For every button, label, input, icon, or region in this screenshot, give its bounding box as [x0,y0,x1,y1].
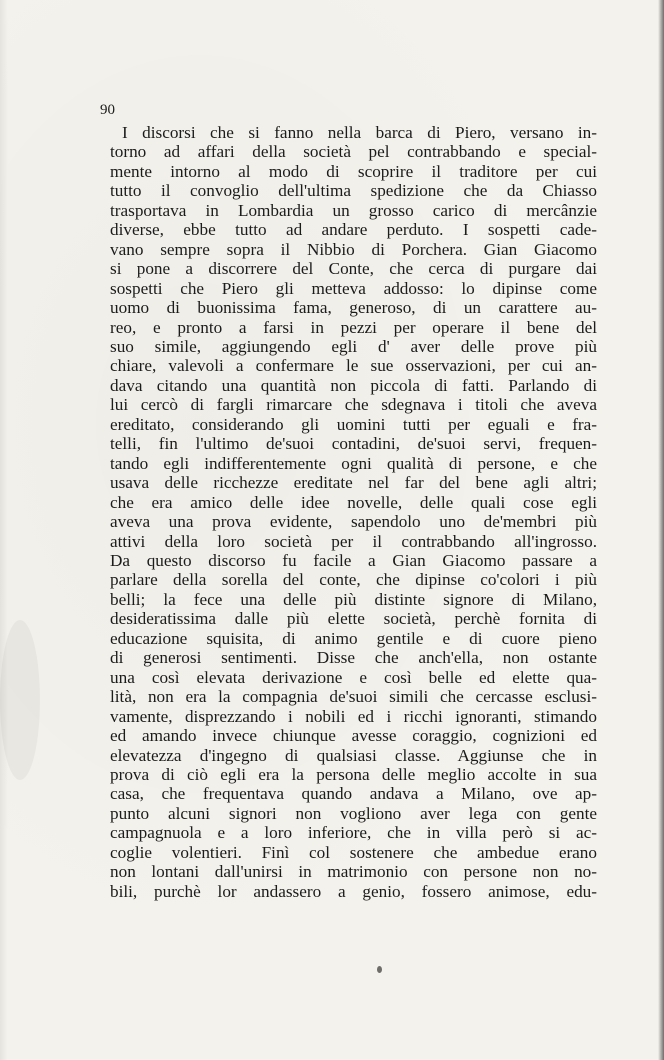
text-line: casa, che frequentava quando andava a Milano, ove ap- [110,784,597,804]
text-line: si pone a discorrere del Conte, che cerca di purgare dai [110,259,597,279]
text-line: dava citando una quantità non piccola di fatti. Parlando di [110,375,597,395]
text-line: coglie volentieri. Finì col sostenere che ambedue erano [110,842,597,862]
text-line: aveva una prova evidente, sapendolo uno de'membri più [110,512,597,532]
text-line: attivi della loro società per il contrabbando all'ingrosso. [110,531,597,551]
text-line: I discorsi che si fanno nella barca di Piero, versano in- [122,123,597,142]
text-line: sospetti che Piero gli metteva addosso: lo dipinse come [110,278,597,298]
text-line: Da questo discorso fu facile a Gian Giacomo passare a [110,550,597,570]
text-line: trasportava in Lombardia un grosso carico di mercânzie [110,200,597,220]
text-line: vamente, disprezzando i nobili ed i ricchi ignoranti, stimando [110,706,597,726]
text-line: uomo di buonissima fama, generoso, di un carattere au- [110,298,597,318]
text-line: di generosi sentimenti. Disse che anch'ella, non ostante [110,648,597,668]
text-line: parlare della sorella del conte, che dipinse co'colori i più [110,570,597,590]
ink-speck [377,966,382,973]
text-line: che era amico delle idee novelle, delle quali cose egli [110,492,597,512]
text-line: lui cercò di fargli rimarcare che sdegnava i titoli che aveva [110,395,597,415]
text-line: mente intorno al modo di scoprire il traditore per cui [110,161,597,181]
text-line: desideratissima dalle più elette società, perchè fornita di [110,609,597,629]
text-line: vano sempre sopra il Nibbio di Porchera. Gian Giacomo [110,239,597,259]
page-edge-shadow [658,0,664,1060]
text-line: punto alcuni signori non vogliono aver lega con gente [110,803,597,823]
text-line: lità, non era la compagnia de'suoi simili che cercasse esclusi- [110,687,597,707]
text-line: tutto il convoglio dell'ultima spedizione che da Chiasso [110,181,597,201]
paper-stain [0,620,40,780]
text-line: bili, purchè lor andassero a genio, fossero animose, edu- [110,881,597,901]
text-line: una così elevata derivazione e così belle ed elette qua- [110,667,597,687]
text-line: ereditato, considerando gli uomini tutti per eguali e fra- [110,414,597,434]
text-line: torno ad affari della società pel contrabbando e special- [110,142,597,162]
text-line: non lontani dall'unirsi in matrimonio con persone non no- [110,862,597,882]
body-text [110,123,597,901]
text-line: usava delle ricchezze ereditate nel far del bene agli altri; [110,473,597,493]
page-number: 90 [100,102,115,118]
text-line: suo simile, aggiungendo egli d' aver delle prove più [110,336,597,356]
text-line: prova di ciò egli era la persona delle meglio accolte in sua [110,764,597,784]
text-line: chiare, valevoli a confermare le sue osservazioni, per cui an- [110,356,597,376]
text-line: campagnuola e a loro inferiore, che in villa però si ac- [110,823,597,843]
text-line: telli, fin l'ultimo de'suoi contadini, de'suoi servi, frequen- [110,434,597,454]
text-line: elevatezza d'ingegno di qualsiasi classe. Aggiunse che in [110,745,597,765]
text-line: belli; la fece una delle più distinte signore di Milano, [110,589,597,609]
text-line: ed amando invece chiunque avesse coraggio, cognizioni ed [110,726,597,746]
text-line: educazione squisita, di animo gentile e di cuore pieno [110,628,597,648]
text-line: tando egli indifferentemente ogni qualità di persone, e che [110,453,597,473]
text-line: reo, e pronto a farsi in pezzi per operare il bene del [110,317,597,337]
text-line: diverse, ebbe tutto ad andare perduto. I sospetti cade- [110,220,597,240]
